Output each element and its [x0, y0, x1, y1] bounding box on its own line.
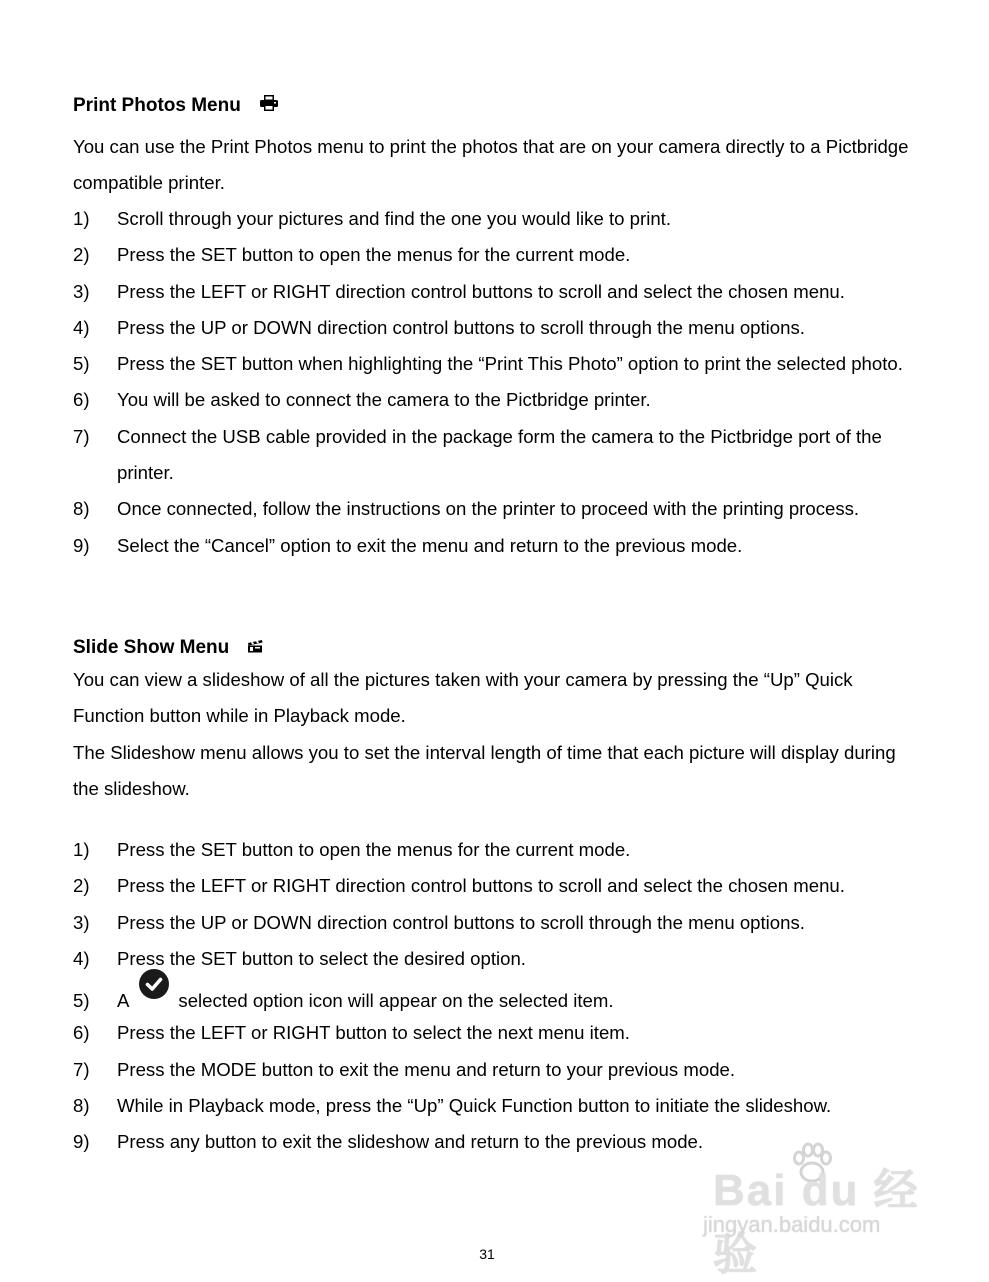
watermark-url: jingyan.baidu.com	[703, 1212, 881, 1237]
list-item: 1) Scroll through your pictures and find the one you would like to print.	[73, 208, 671, 229]
list-item: 5) A selected option icon will appear on the selected item.	[73, 981, 913, 1019]
slide-show-heading	[73, 637, 263, 659]
slide-show-steps	[73, 832, 913, 1161]
list-item: 4) Press the SET button to select the desired option.	[73, 947, 526, 969]
clapperboard-icon	[247, 637, 263, 659]
list-item: 2) Press the LEFT or RIGHT direction control buttons to scroll and select the chosen menu.	[73, 875, 845, 897]
list-item: 6) Press the LEFT or RIGHT button to select the next menu item.	[73, 1022, 630, 1044]
list-item: 9) Press any button to exit the slideshow and return to the previous mode.	[73, 1131, 704, 1153]
watermark-brand: Bai du 经验	[713, 1166, 920, 1279]
list-item: 3) Press the LEFT or RIGHT direction control buttons to scroll and select the chosen menu.	[73, 280, 845, 302]
list-item: 7) Press the MODE button to exit the menu and return to your previous mode.	[73, 1058, 736, 1080]
list-item: 9) Select the “Cancel” option to exit the menu and return to the previous mode.	[73, 534, 743, 556]
list-item: 1) Press the SET button to open the menus for the current mode.	[73, 839, 631, 860]
watermark	[701, 1142, 931, 1279]
print-photos-steps	[73, 201, 913, 564]
printer-icon	[259, 94, 279, 118]
checkmark-circle-icon	[139, 969, 169, 999]
list-item: 3) Press the UP or DOWN direction control buttons to scroll through the menu options.	[73, 911, 805, 933]
list-item: 8) Once connected, follow the instructions on the printer to proceed with the printing process.	[73, 498, 860, 520]
slide-show-description: The Slideshow menu allows you to set the interval length of time that each picture will display during the slideshow.	[73, 742, 896, 800]
list-item: 5) Press the SET button when highlighting the “Print This Photo” option to print the selected photo.	[73, 353, 903, 375]
slide-show-intro: You can view a slideshow of all the pictures taken with your camera by pressing the “Up” Quick Function button while in Playback mode.	[73, 669, 853, 727]
page-number: 31	[479, 1246, 495, 1262]
print-photos-heading	[73, 94, 279, 118]
list-item: 8) While in Playback mode, press the “Up” Quick Function button to initiate the slideshow.	[73, 1095, 832, 1117]
list-item: 6) You will be asked to connect the camera to the Pictbridge printer.	[73, 389, 651, 411]
list-item: 2) Press the SET button to open the menus for the current mode.	[73, 244, 631, 266]
list-item: 7) Connect the USB cable provided in the package form the camera to the Pictbridge port of the printer.	[73, 425, 882, 484]
slide-show-heading-text: Slide Show Menu	[73, 637, 230, 658]
list-item: 4) Press the UP or DOWN direction control buttons to scroll through the menu options.	[73, 316, 805, 338]
print-photos-heading-text: Print Photos Menu	[73, 95, 241, 116]
print-photos-intro: You can use the Print Photos menu to print the photos that are on your camera directly to a Pictbridge compatible printer.	[73, 136, 909, 194]
